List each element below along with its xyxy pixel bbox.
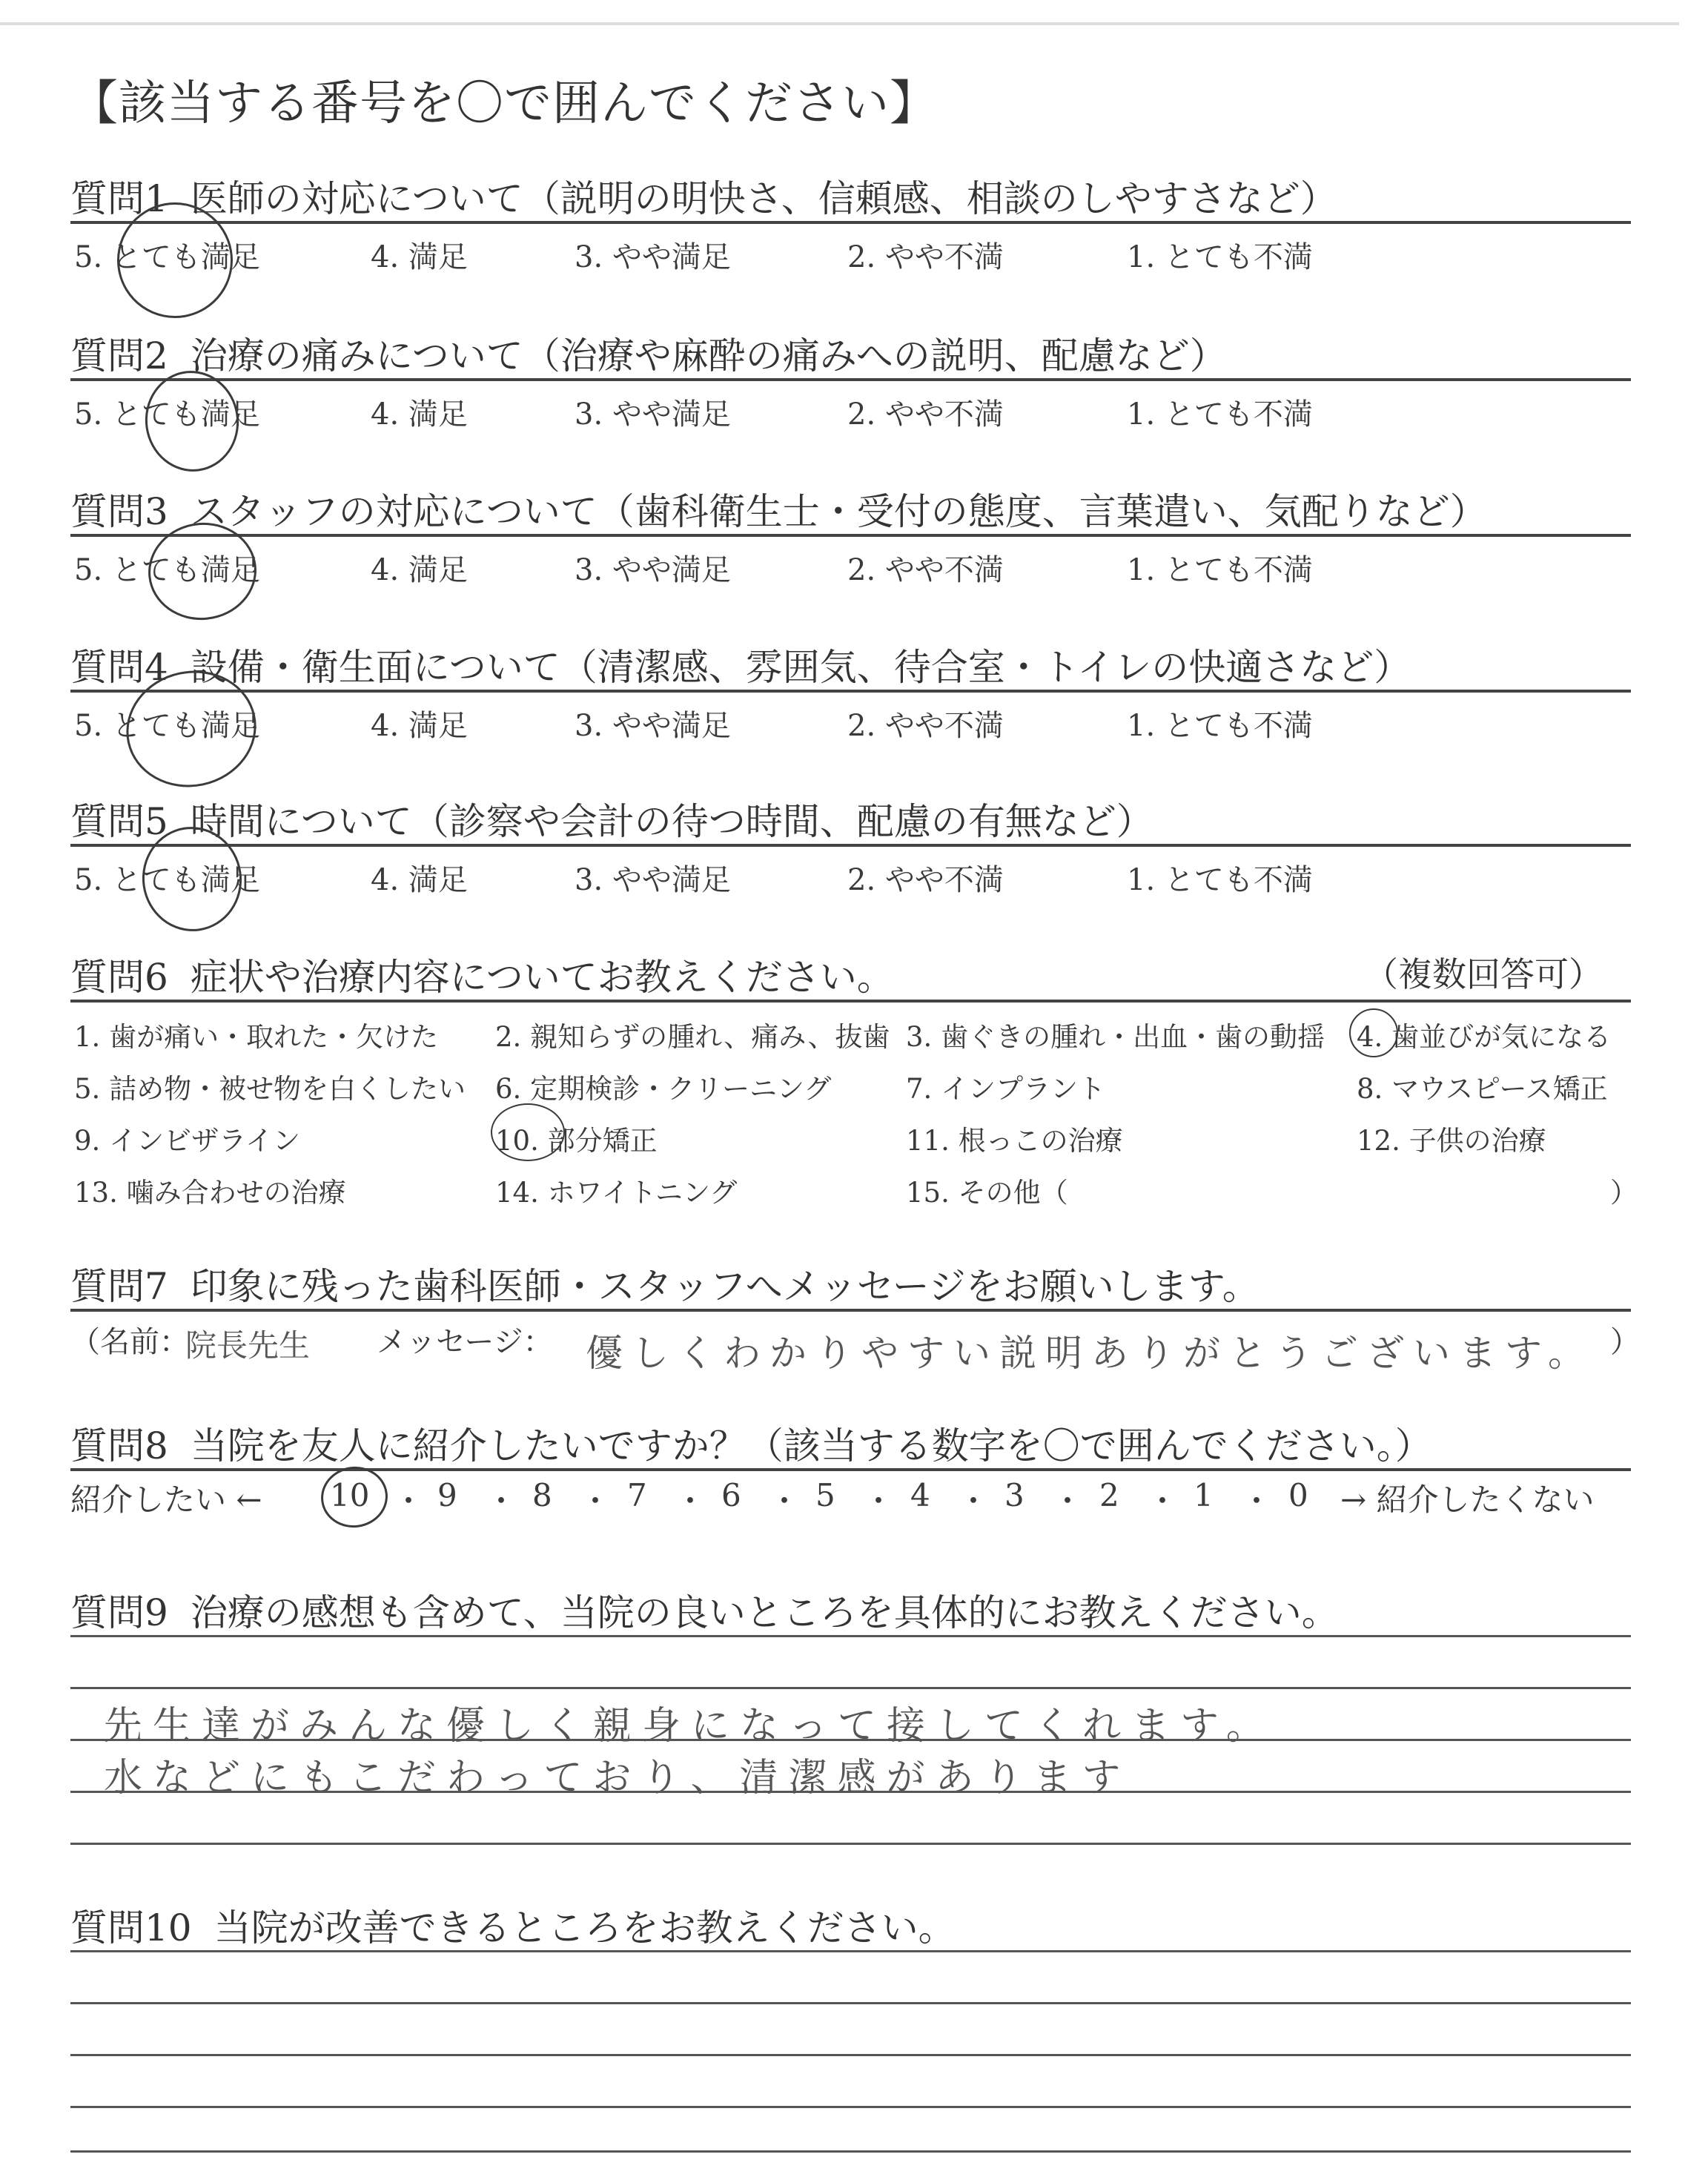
symptom-option-4[interactable]: 4. 歯並びが気になる [1357,1021,1612,1053]
score-7[interactable]: 7 [627,1477,647,1513]
question-rule [70,1309,1631,1312]
other-close-paren: ） [1610,1177,1638,1209]
option-1[interactable]: 1. とても不満 [1127,397,1313,432]
message-close-paren: ） [1610,1325,1640,1359]
question-text: 症状や治療内容についてお教えください。 [190,956,894,999]
question-number: 質問2 [70,334,168,377]
option-5[interactable]: 5. とても満足 [74,709,260,743]
score-separator: ・ [769,1483,801,1519]
question-title [70,948,894,1001]
question-rule [70,844,1631,847]
question-text: 治療の痛みについて（治療や麻酔の痛みへの説明、配慮など） [190,334,1227,377]
answer-line [70,2054,1631,2056]
option-4[interactable]: 4. 満足 [371,863,468,897]
answer-line [70,2150,1631,2153]
instructions-header: 【該当する番号を〇で囲んでください】 [70,76,938,131]
name-handwritten[interactable]: 院長先生 [185,1327,311,1364]
question-number: 質問10 [70,1906,192,1949]
question-number: 質問9 [70,1591,168,1634]
question-text: 時間について（診察や会計の待つ時間、配慮の有無など） [190,800,1153,843]
handwritten-answer-line-2[interactable]: 水などにもこだわっており、清潔感があります [104,1756,1131,1800]
question-rule [70,221,1631,224]
selected-circle-mark [139,365,245,478]
score-separator: ・ [958,1483,990,1519]
option-3[interactable]: 3. やや満足 [575,863,731,897]
selected-circle-mark [491,1103,565,1161]
question-title [70,169,1337,222]
question-text: 当院が改善できるところをお教えください。 [214,1906,956,1949]
score-8[interactable]: 8 [532,1477,552,1513]
symptom-option-2[interactable]: 2. 親知らずの腫れ、痛み、抜歯 [495,1021,890,1053]
score-4[interactable]: 4 [910,1477,930,1513]
question-number: 質問6 [70,956,168,999]
question-text: 設備・衛生面について（清潔感、雰囲気、待合室・トイレの快適さなど） [190,646,1411,689]
question-text: 印象に残った歯科医師・スタッフへメッセージをお願いします。 [190,1265,1260,1308]
recommend-left-label: 紹介したい ← [70,1482,262,1518]
selected-circle-mark [1349,1008,1398,1057]
symptom-option-15[interactable]: 15. その他（ [906,1177,1068,1209]
option-1[interactable]: 1. とても不満 [1127,863,1313,897]
question-number: 質問3 [70,490,168,533]
question-title [70,482,1487,535]
symptom-option-7[interactable]: 7. インプラント [906,1073,1106,1105]
option-1[interactable]: 1. とても不満 [1127,240,1313,274]
question-title [70,638,1411,691]
score-9[interactable]: 9 [437,1477,457,1513]
answer-line [70,1950,1631,1952]
question-rule [70,378,1631,381]
question-text: 医師の対応について（説明の明快さ、信頼感、相談のしやすさなど） [190,177,1337,220]
option-3[interactable]: 3. やや満足 [575,397,731,432]
score-0[interactable]: 0 [1288,1477,1308,1513]
question-title [70,1416,1432,1470]
question-number: 質問5 [70,800,168,843]
question-title [70,1898,956,1952]
option-3[interactable]: 3. やや満足 [575,709,731,743]
message-handwritten[interactable]: 優しくわかりやすい説明ありがとうございます。 [586,1332,1594,1375]
option-5[interactable]: 5. とても満足 [74,863,260,897]
symptom-option-11[interactable]: 11. 根っこの治療 [906,1125,1123,1157]
score-6[interactable]: 6 [721,1477,741,1513]
option-5[interactable]: 5. とても満足 [74,553,260,587]
question-number: 質問8 [70,1424,168,1467]
score-separator: ・ [1052,1483,1084,1519]
score-10[interactable]: 10 [330,1477,370,1513]
multiple-answers-note: （複数回答可） [1364,954,1603,994]
score-separator: ・ [1241,1483,1273,1519]
question-title [70,1583,1339,1636]
message-label: メッセージ： [377,1325,553,1359]
selected-circle-mark [317,1462,392,1532]
question-number: 質問1 [70,177,168,220]
question-text: スタッフの対応について（歯科衛生士・受付の態度、言葉遣い、気配りなど） [190,490,1487,533]
score-separator: ・ [675,1483,706,1519]
score-5[interactable]: 5 [815,1477,835,1513]
symptom-option-12[interactable]: 12. 子供の治療 [1357,1125,1546,1157]
option-3[interactable]: 3. やや満足 [575,240,731,274]
option-4[interactable]: 4. 満足 [371,553,468,587]
option-2[interactable]: 2. やや不満 [847,863,1004,897]
question-text: 治療の感想も含めて、当院の良いところを具体的にお教えください。 [190,1591,1339,1634]
symptom-option-3[interactable]: 3. 歯ぐきの腫れ・出血・歯の動揺 [906,1021,1325,1053]
option-4[interactable]: 4. 満足 [371,709,468,743]
symptom-option-5[interactable]: 5. 詰め物・被せ物を白くしたい [74,1073,466,1105]
name-label: （名前： [70,1325,189,1359]
option-4[interactable]: 4. 満足 [371,240,468,274]
handwritten-answer-line-1[interactable]: 先生達がみんな優しく親身になって接してくれます。 [104,1704,1275,1748]
question-rule [70,1000,1631,1003]
option-3[interactable]: 3. やや満足 [575,553,731,587]
option-2[interactable]: 2. やや不満 [847,397,1004,432]
option-2[interactable]: 2. やや不満 [847,709,1004,743]
symptom-option-1[interactable]: 1. 歯が痛い・取れた・欠けた [74,1021,439,1053]
question-number: 質問4 [70,646,168,689]
question-text: 当院を友人に紹介したいですか？（該当する数字を〇で囲んでください。） [190,1424,1432,1467]
question-number: 質問7 [70,1265,168,1308]
symptom-option-10[interactable]: 10. 部分矯正 [495,1125,658,1157]
symptom-option-6[interactable]: 6. 定期検診・クリーニング [495,1073,832,1105]
symptom-option-8[interactable]: 8. マウスピース矯正 [1357,1073,1608,1105]
score-separator: ・ [863,1483,895,1519]
question-title [70,326,1227,380]
score-1[interactable]: 1 [1194,1477,1214,1513]
score-separator: ・ [1147,1483,1179,1519]
option-1[interactable]: 1. とても不満 [1127,709,1313,743]
question-rule [70,1468,1631,1471]
answer-line [70,2002,1631,2004]
question-rule [70,534,1631,537]
recommend-right-label: → 紹介したくない [1340,1482,1595,1518]
answer-line [70,1635,1631,1637]
symptom-option-14[interactable]: 14. ホワイトニング [495,1177,738,1209]
symptom-option-9[interactable]: 9. インビザライン [74,1125,300,1157]
score-separator: ・ [580,1483,612,1519]
option-2[interactable]: 2. やや不満 [847,553,1004,587]
score-2[interactable]: 2 [1099,1477,1119,1513]
option-1[interactable]: 1. とても不満 [1127,553,1313,587]
score-separator: ・ [486,1483,517,1519]
question-title [70,1257,1260,1310]
option-5[interactable]: 5. とても満足 [74,397,260,432]
question-rule [70,690,1631,693]
symptom-option-13[interactable]: 13. 噛み合わせの治療 [74,1177,346,1209]
option-4[interactable]: 4. 満足 [371,397,468,432]
question-title [70,792,1153,845]
option-5[interactable]: 5. とても満足 [74,240,260,274]
score-separator: ・ [393,1483,425,1519]
option-2[interactable]: 2. やや不満 [847,240,1004,274]
answer-line [70,2106,1631,2108]
answer-line [70,1843,1631,1845]
score-3[interactable]: 3 [1004,1477,1025,1513]
answer-line [70,1687,1631,1689]
